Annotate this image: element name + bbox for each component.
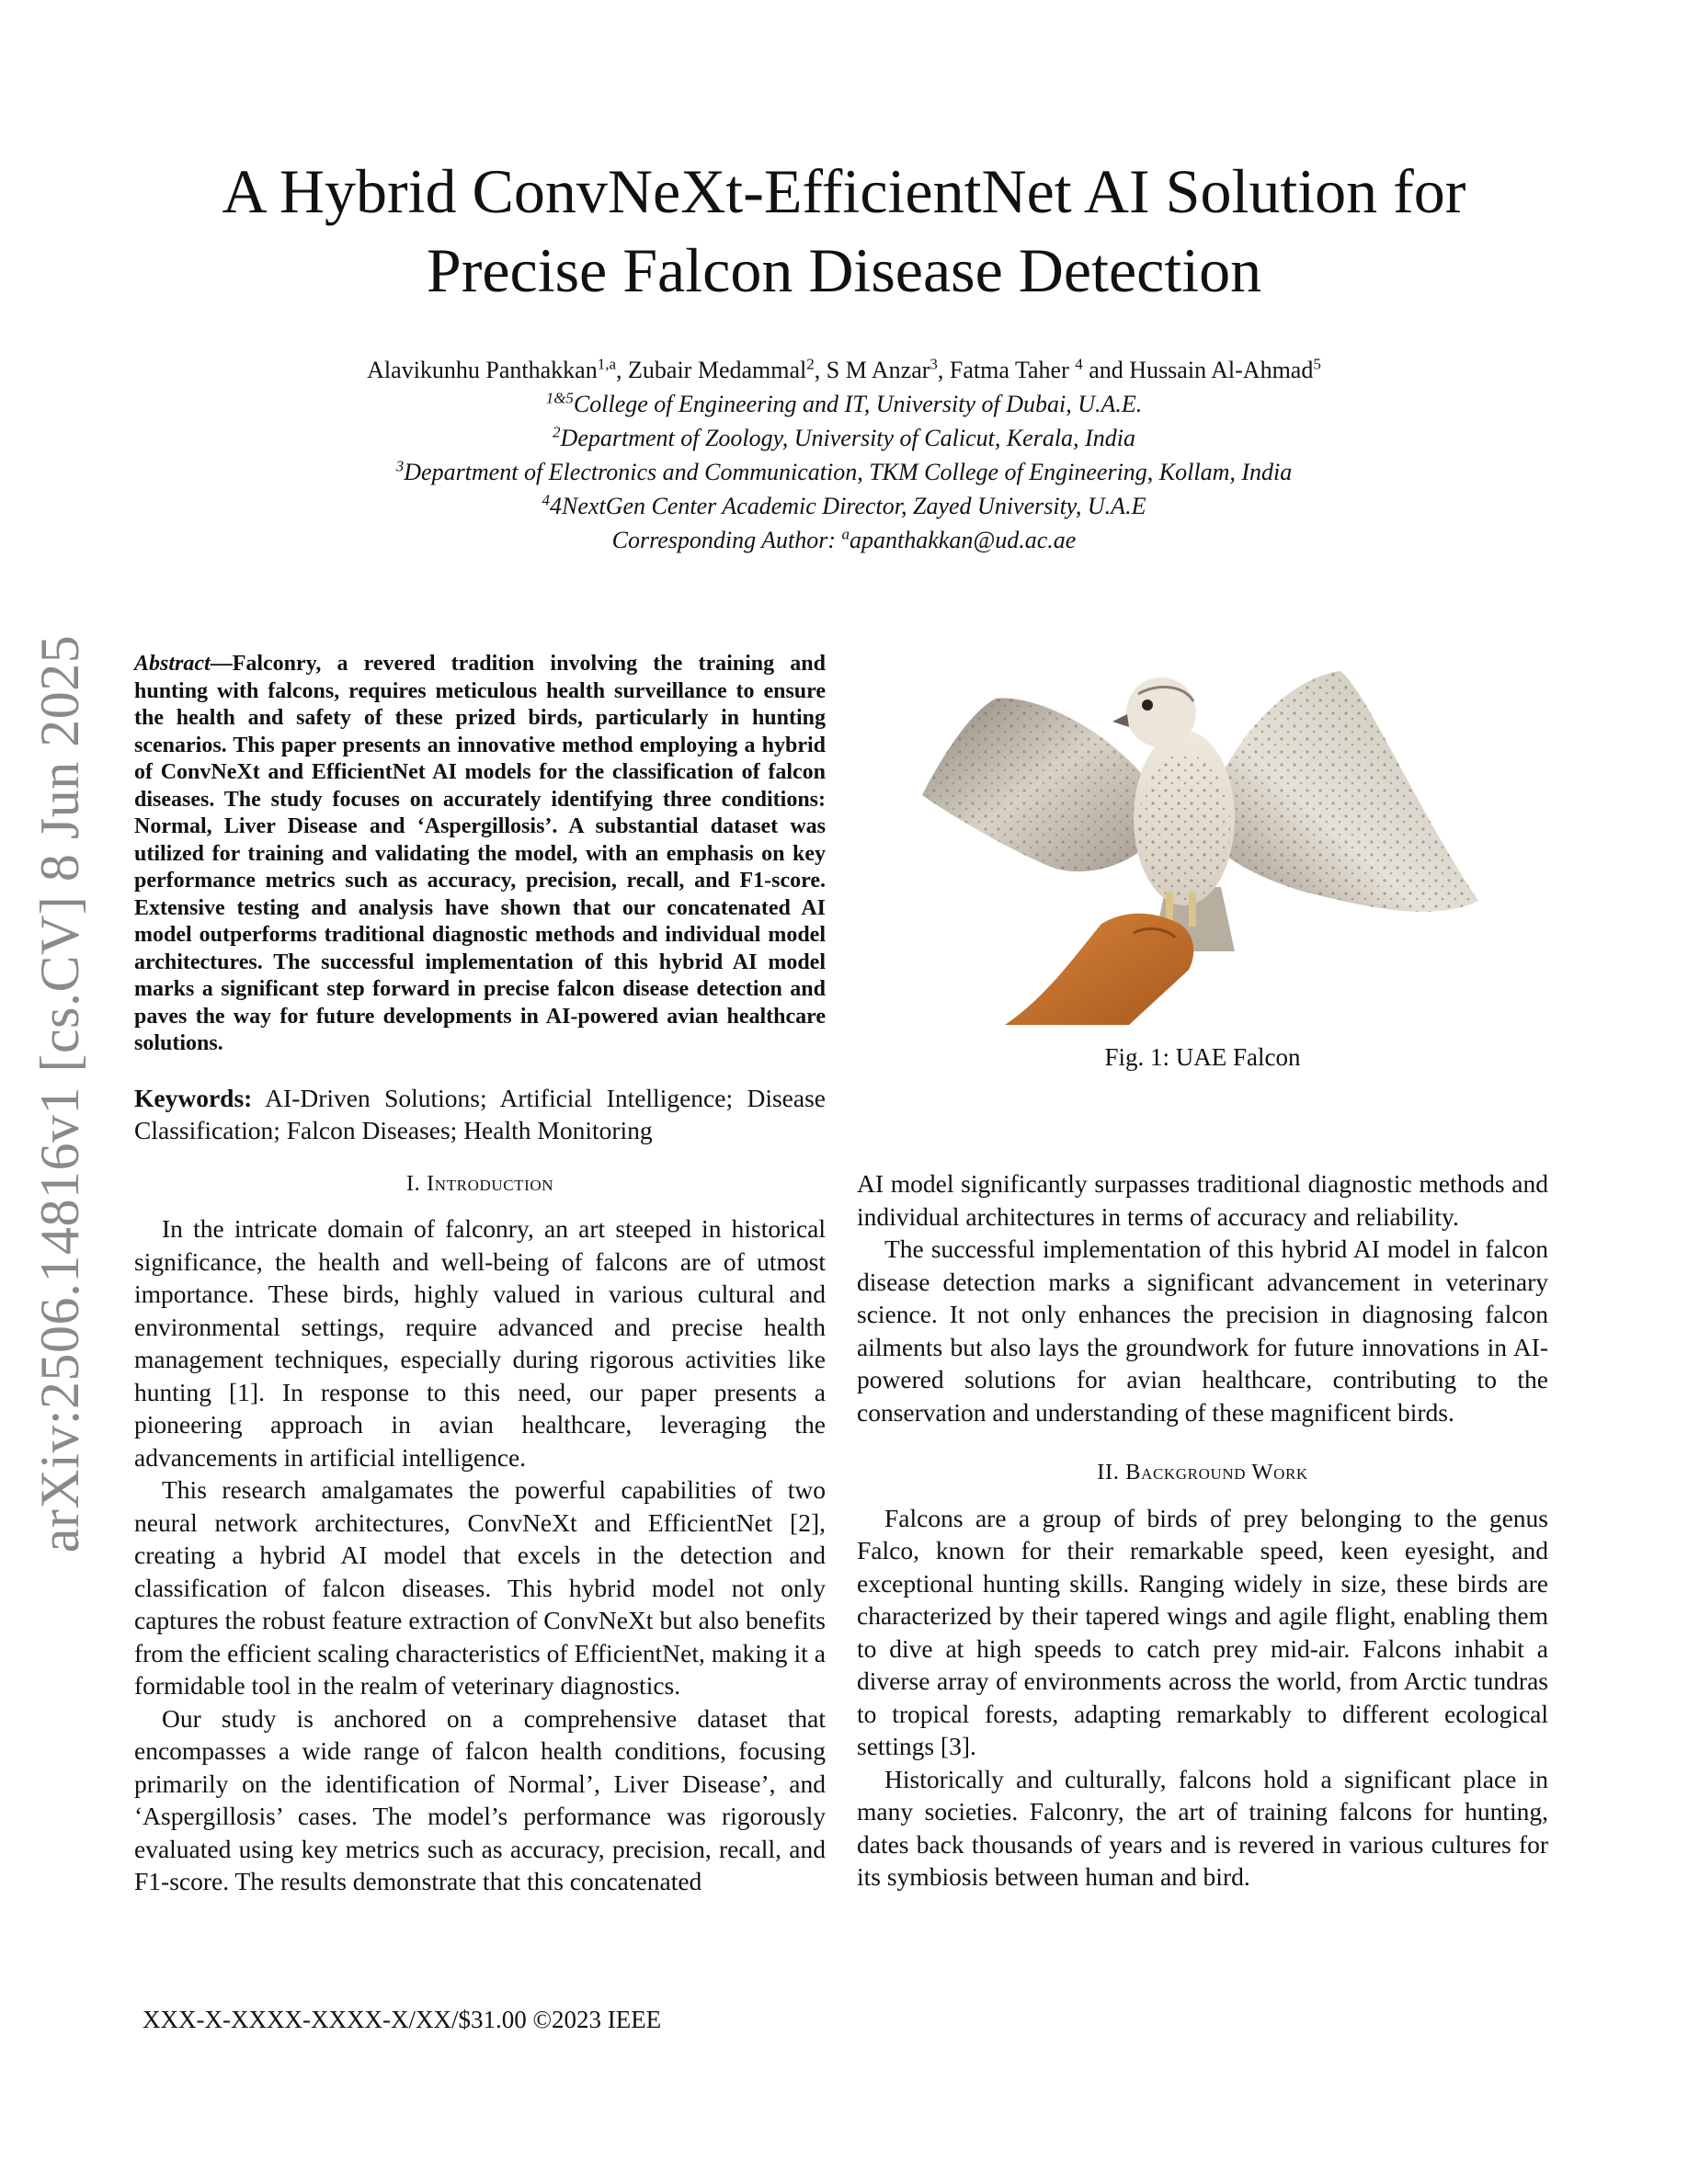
corresponding-superscript: a — [841, 525, 850, 543]
body-paragraph: Falcons are a group of birds of prey belonging to the genus Falco, known for their remarkable speed, keen eyesight, and exceptional hunting skills. Ranging widely in size, these birds are characterized by their tapered wings and agile flight, enabling them to dive at high speeds to catch prey mid-air. Falcons inhabit a diverse array of environments across the world, from Arctic tundras to tropical forests, adapting remarkably to different ecological settings [3]. — [857, 1503, 1548, 1760]
affiliation-text: College of Engineering and IT, University of Dubai, U.A.E. — [573, 391, 1143, 417]
figure-caption: Fig. 1: UAE Falcon — [1104, 1043, 1301, 1071]
title-line-2: Precise Falcon Disease Detection — [426, 235, 1262, 305]
author-name: , Fatma Taher — [937, 357, 1076, 383]
affiliation-text: Department of Electronics and Communication, TKM College of Engineering, Kollam, India — [404, 459, 1293, 485]
corresponding-email: apanthakkan@ud.ac.ae — [850, 527, 1077, 553]
author-superscript: 2 — [806, 355, 815, 373]
arxiv-identifier: arXiv:2506.14816v1 [cs.CV] 8 Jun 2025 — [29, 634, 90, 1553]
affiliation — [129, 455, 1559, 489]
keywords-text: AI-Driven Solutions; Artificial Intelligence; Disease Classification; Falcon Diseases; Health Monitoring — [134, 1083, 826, 1144]
author-superscript: 1,a — [597, 355, 617, 373]
figure-uae-falcon — [857, 657, 1548, 1073]
author-superscript: 3 — [930, 355, 938, 373]
section-numeral: I. — [405, 1170, 428, 1196]
keywords-label: Keywords: — [134, 1083, 253, 1112]
body-paragraph: In the intricate domain of falconry, an art steeped in historical significance, the health and well-being of falcons are of utmost importance. These birds, highly valued in various cultural and environmental settings, require advanced and precise health management techniques, especially during rigorous activities like hunting [1]. In response to this need, our paper presents a pioneering approach in avian healthcare, leveraging the advancements in artificial intelligence. — [134, 1214, 826, 1472]
corresponding-prefix: Corresponding Author: — [611, 527, 842, 553]
title-line-1: A Hybrid ConvNeXt-EfficientNet AI Solution for — [222, 156, 1466, 226]
body-paragraph: This research amalgamates the powerful capabilities of two neural network architectures, ConvNeXt and EfficientNet [2], creating a hybrid AI model that excels in the detection and classification of falcon diseases. This hybrid model not only captures the robust feature extraction of ConvNeXt but also benefits from the efficient scaling characteristics of EfficientNet, making it a formidable tool in the realm of veterinary diagnostics. — [134, 1475, 826, 1700]
left-column — [134, 651, 826, 1898]
body-paragraph: AI model significantly surpasses traditional diagnostic methods and individual architectures in terms of accuracy and reliability. — [857, 1169, 1548, 1231]
affiliation-superscript: 2 — [553, 423, 561, 441]
abstract-label: Abstract — [134, 652, 211, 676]
affiliation-superscript: 3 — [395, 457, 405, 475]
author-list — [129, 353, 1559, 387]
affiliation — [129, 489, 1559, 523]
author-name: Alavikunhu Panthakkan — [367, 357, 598, 383]
body-paragraph: Our study is anchored on a comprehensive dataset that encompasses a wide range of falcon health conditions, focusing primarily on the identification of Normal’, Liver Disease’, and ‘Aspergillosis’ cases. The model’s performance was rigorously evaluated using key metrics such as accuracy, precision, recall, and F1-score. The results demonstrate that this concatenated — [134, 1703, 826, 1895]
author-block — [129, 353, 1559, 557]
paper-title — [129, 152, 1559, 310]
falcon-photo — [918, 657, 1488, 1025]
section-title: Introduction — [427, 1170, 554, 1196]
section-heading-background — [857, 1456, 1548, 1489]
body-paragraph: The successful implementation of this hybrid AI model in falcon disease detection marks a significant advancement in veterinary science. It not only enhances the precision in diagnosing falcon ailments but also lays the groundwork for future innovations in AI-powered solutions for avian healthcare, contributing to the conservation and understanding of these magnificent birds. — [857, 1234, 1548, 1427]
affiliation-superscript: 1&5 — [545, 389, 574, 407]
affiliation-text: Department of Zoology, University of Calicut, Kerala, India — [560, 425, 1135, 451]
affiliation-text: 4NextGen Center Academic Director, Zayed University, U.A.E — [550, 493, 1146, 519]
author-name: and Hussain Al-Ahmad — [1082, 357, 1314, 383]
affiliation-superscript: 4 — [542, 491, 551, 509]
abstract-text: —Falconry, a revered tradition involving the training and hunting with falcons, requires meticulous health surveillance to ensure the health and safety of these prized birds, particularly in hunting scenarios. This paper presents an innovative method employing a hybrid of ConvNeXt and EfficientNet AI models for the classification of falcon diseases. The study focuses on accurately identifying three conditions: Normal, Liver Disease and ‘Aspergillosis’. A substantial dataset was utilized for training and validating the model, with an emphasis on key performance metrics such as accuracy, precision, recall, and F1-score. Extensive testing and analysis have shown that our concatenated AI model outperforms traditional diagnostic methods and individual model architectures. The successful implementation of this hybrid AI model marks a significant step forward in precise falcon disease detection and paves the way for future developments in AI-powered avian healthcare solutions. — [134, 652, 826, 1055]
affiliation — [129, 421, 1559, 455]
body-paragraph: Historically and culturally, falcons hold a significant place in many societies. Falconry, the art of training falcons for hunting, dates back thousands of years and is revered in various cultures for its symbiosis between human and bird. — [857, 1764, 1548, 1891]
right-column — [857, 1167, 1548, 1894]
affiliation — [129, 387, 1559, 421]
author-name: , Zubair Medammal — [616, 357, 807, 383]
keywords — [134, 1082, 826, 1147]
section-title: Background Work — [1125, 1460, 1308, 1484]
author-superscript: 4 — [1075, 355, 1083, 373]
corresponding-author — [129, 523, 1559, 557]
abstract — [134, 651, 826, 1058]
author-superscript: 5 — [1313, 355, 1321, 373]
author-name: , S M Anzar — [814, 357, 930, 383]
copyright-footer: XXX-X-XXXX-XXXX-X/XX/$31.00 ©2023 IEEE — [143, 2006, 662, 2033]
section-numeral: II. — [1097, 1460, 1126, 1484]
section-heading-introduction — [134, 1167, 826, 1200]
